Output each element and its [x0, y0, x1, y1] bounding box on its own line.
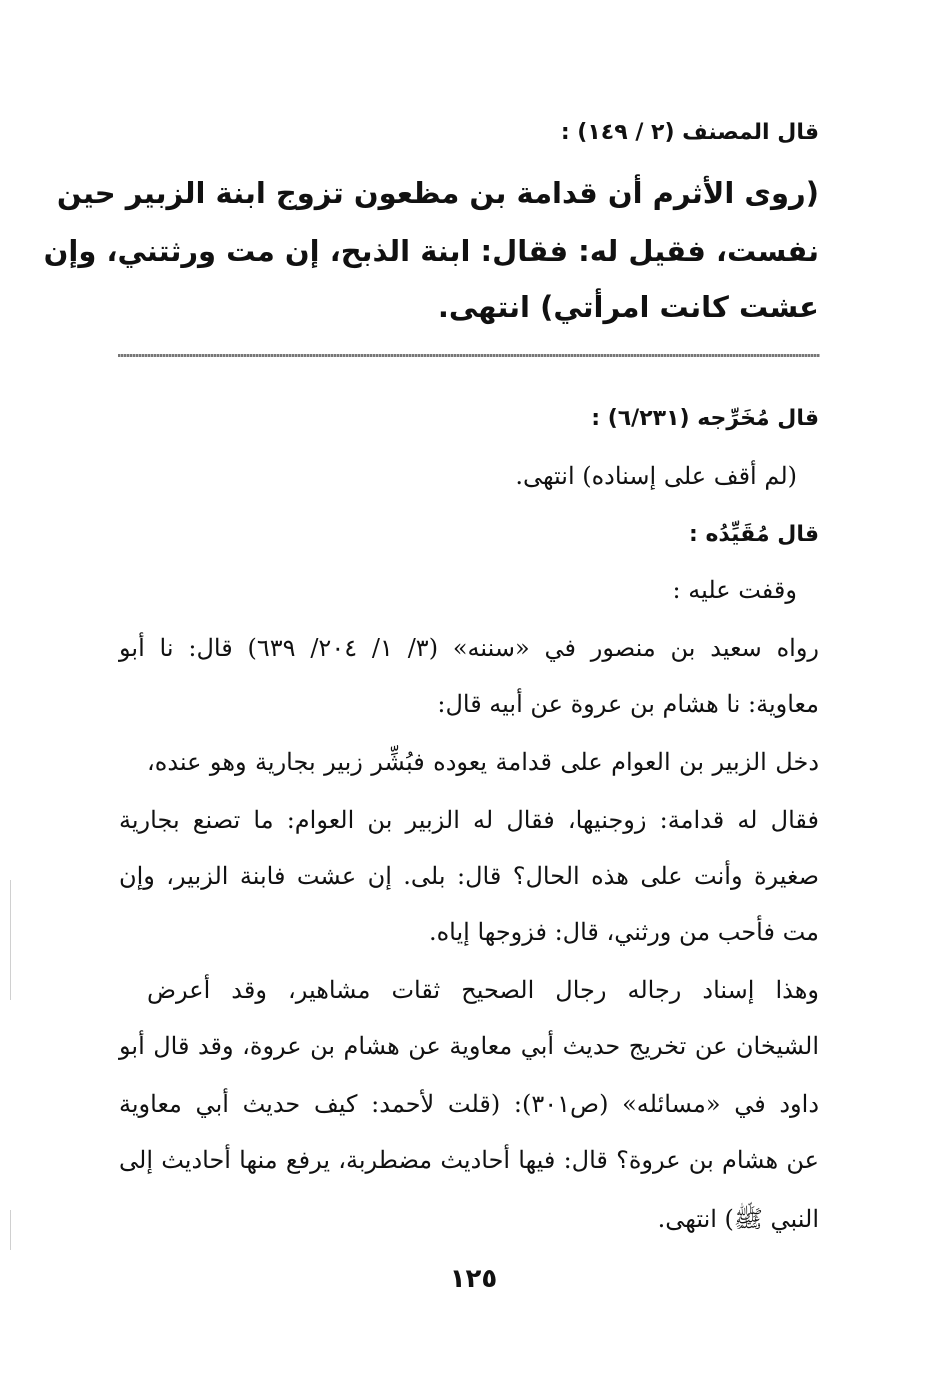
body-line-10: داود في «مسائله» (ص٣٠١): (قلت لأحمد: كيف حديث أبي معاوية [119, 1090, 820, 1118]
section2-heading2: قال مُقَيِّدُه : [688, 522, 819, 547]
section2-heading: قال مُخَرِّجه (٦/٢٣١) : [591, 406, 819, 431]
section-divider [118, 354, 820, 357]
body-line-7: مت فأحب من ورثني، قال: فزوجها إياه. [428, 918, 819, 946]
body-line-5: فقال له قدامة: زوجنيها، فقال له الزبير بن العوام: ما تصنع بجارية [119, 806, 819, 834]
body-line-1: وقفت عليه : [672, 576, 797, 604]
body-line-12: النبي ﷺ) انتهى. [657, 1205, 819, 1233]
body-line-4: دخل الزبير بن العوام على قدامة يعوده فبُشِّر زبير بجارية وهو عنده، [147, 748, 820, 776]
body-line-9: الشيخان عن تخريج حديث أبي معاوية عن هشام بن عروة، وقد قال أبو [119, 1032, 819, 1060]
body-line-6: صغيرة وأنت على هذه الحال؟ قال: بلى. إن عشت فابنة الزبير، وإن [119, 862, 819, 890]
quote-line-2: نفست، فقيل له: فقال: ابنة الذبح، إن مت ورثتني، وإن [43, 234, 819, 268]
body-line-11: عن هشام بن عروة؟ قال: فيها أحاديث مضطربة، يرفع منها أحاديث إلى [119, 1146, 819, 1174]
scan-edge-mark-lower [10, 1210, 11, 1250]
body-line-3: معاوية: نا هشام بن عروة عن أبيه قال: [437, 690, 819, 718]
page-number: ١٢٥ [449, 1264, 498, 1294]
quote-line-3: عشت كانت امرأتي) انتهى. [437, 290, 819, 324]
scan-edge-mark [10, 880, 11, 1000]
quote-line-1: (روى الأثرم أن قدامة بن مظعون تزوج ابنة الزبير حين [56, 176, 819, 210]
section2-quote: (لم أقف على إسناده) انتهى. [515, 462, 797, 490]
body-line-2: رواه سعيد بن منصور في «سننه» (٣/ ١/ ٢٠٤/ ٦٣٩) قال: نا أبو [119, 634, 820, 662]
body-line-8: وهذا إسناد رجاله رجال الصحيح ثقات مشاهير، وقد أعرض [147, 976, 819, 1004]
section1-heading: قال المصنف (٢ / ١٤٩) : [560, 120, 819, 145]
